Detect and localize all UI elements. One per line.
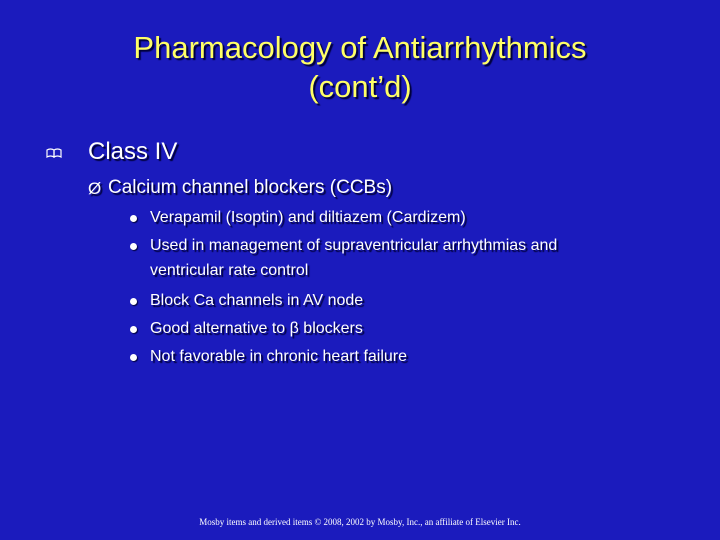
copyright-footer: Mosby items and derived items © 2008, 2002 by Mosby, Inc., an affiliate of Elsevier Inc. xyxy=(199,517,521,527)
bullet-dot-icon xyxy=(130,215,137,222)
list-item-text: ventricular rate control xyxy=(150,262,309,279)
list-item-text: Verapamil (Isoptin) and diltiazem (Cardizem) xyxy=(150,209,466,226)
bullet-dot-icon xyxy=(130,326,137,333)
title-line-2: (cont’d) xyxy=(308,69,412,104)
class-iv-label: Class IV xyxy=(88,138,178,165)
slide-title xyxy=(60,28,660,106)
title-line-1: Pharmacology of Antiarrhythmics xyxy=(133,30,587,65)
list-item-text: Used in management of supraventricular arrhythmias and xyxy=(150,237,558,254)
ccb-label: Calcium channel blockers (CCBs) xyxy=(108,177,393,198)
list-item-text: Good alternative to β blockers xyxy=(150,320,363,337)
list-item-text: Not favorable in chronic heart failure xyxy=(150,348,408,365)
list-item-text: Block Ca channels in AV node xyxy=(150,292,364,309)
arrowhead-icon: Ø xyxy=(88,179,102,198)
bullet-dot-icon xyxy=(130,354,137,361)
bullet-dot-icon xyxy=(130,243,137,250)
bullet-dot-icon xyxy=(130,298,137,305)
book-icon xyxy=(46,148,62,158)
